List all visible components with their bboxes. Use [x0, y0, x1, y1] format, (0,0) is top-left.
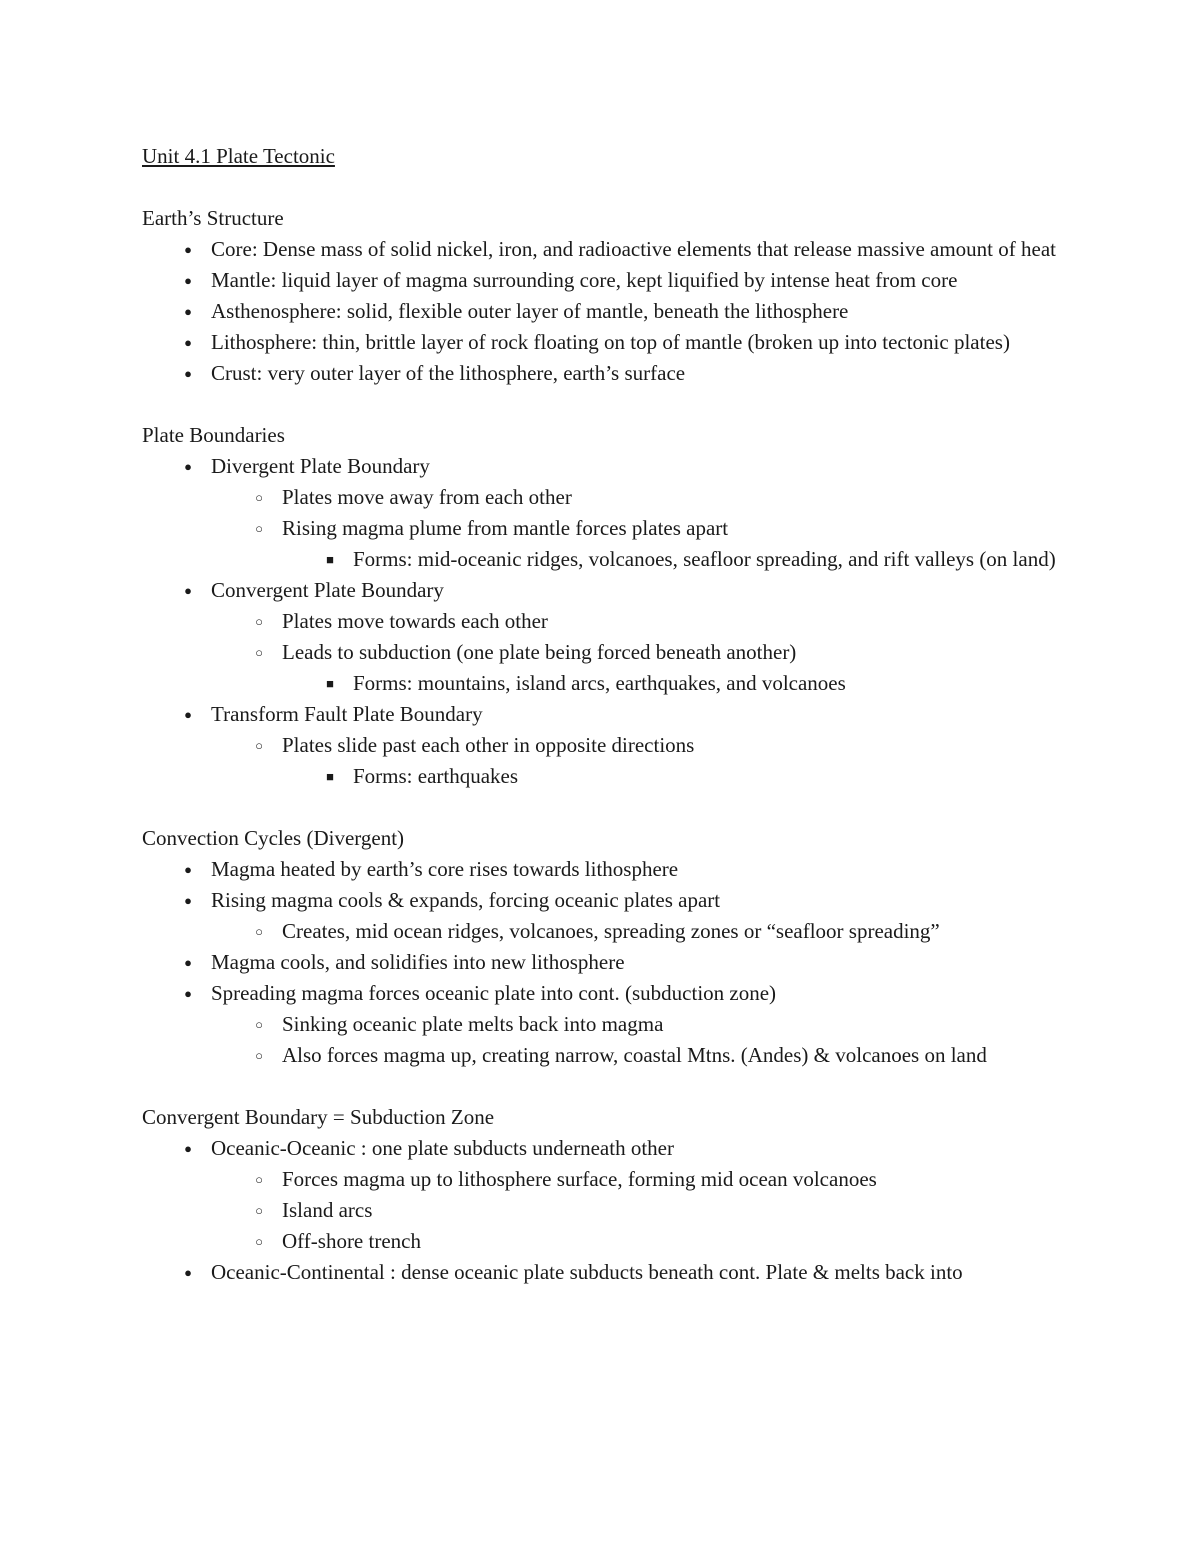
bullet-square-icon: ■ [326, 552, 334, 567]
list-item: ● Rising magma cools & expands, forcing oceanic plates apart [211, 885, 1062, 916]
bullet-circle-icon: ○ [255, 614, 263, 629]
bullet-disc-icon: ● [184, 335, 192, 350]
list-item: ■ Forms: mountains, island arcs, earthquakes, and volcanoes [353, 668, 1062, 699]
section-heading-plate-boundaries: Plate Boundaries [142, 423, 285, 447]
bullet-disc-icon: ● [184, 862, 192, 877]
list-item: ● Magma cools, and solidifies into new lithosphere [211, 947, 1062, 978]
list-item: ● Magma heated by earth’s core rises towards lithosphere [211, 854, 1062, 885]
bullet-circle-icon: ○ [255, 521, 263, 536]
bullet-disc-icon: ● [184, 1265, 192, 1280]
list-item: ○ Rising magma plume from mantle forces plates apart [282, 513, 1062, 544]
section-heading-convection-cycles: Convection Cycles (Divergent) [142, 826, 405, 850]
list-item: ● Oceanic-Continental : dense oceanic plate subducts beneath cont. Plate & melts back into [211, 1257, 1062, 1288]
list-item: ○ Creates, mid ocean ridges, volcanoes, spreading zones or “seafloor spreading” [282, 916, 1062, 947]
list-item: ● Core: Dense mass of solid nickel, iron, and radioactive elements that release massive amount of heat [211, 234, 1062, 265]
bullet-circle-icon: ○ [255, 924, 263, 939]
bullet-disc-icon: ● [184, 583, 192, 598]
document-page [142, 141, 1062, 1288]
bullet-disc-icon: ● [184, 1141, 192, 1156]
bullet-circle-icon: ○ [255, 490, 263, 505]
list-item: ■ Forms: earthquakes [353, 761, 1062, 792]
bullet-disc-icon: ● [184, 707, 192, 722]
section-heading-earths-structure: Earth’s Structure [142, 206, 284, 230]
bullet-disc-icon: ● [184, 459, 192, 474]
page-title: Unit 4.1 Plate Tectonic [142, 144, 335, 168]
list-item: ○ Also forces magma up, creating narrow, coastal Mtns. (Andes) & volcanoes on land [282, 1040, 1062, 1071]
list-item: ● Spreading magma forces oceanic plate into cont. (subduction zone) [211, 978, 1062, 1009]
list-item: ■ Forms: mid-oceanic ridges, volcanoes, seafloor spreading, and rift valleys (on land) [353, 544, 1062, 575]
list-item: ○ Plates move away from each other [282, 482, 1062, 513]
bullet-disc-icon: ● [184, 304, 192, 319]
list-item: ○ Off-shore trench [282, 1226, 1062, 1257]
list-item: ○ Sinking oceanic plate melts back into magma [282, 1009, 1062, 1040]
bullet-circle-icon: ○ [255, 645, 263, 660]
list-item: ○ Forces magma up to lithosphere surface, forming mid ocean volcanoes [282, 1164, 1062, 1195]
list-item: ● Asthenosphere: solid, flexible outer layer of mantle, beneath the lithosphere [211, 296, 1062, 327]
list-item: ○ Island arcs [282, 1195, 1062, 1226]
bullet-circle-icon: ○ [255, 1203, 263, 1218]
bullet-disc-icon: ● [184, 955, 192, 970]
list-item: ● Crust: very outer layer of the lithosphere, earth’s surface [211, 358, 1062, 389]
list-item: ● Transform Fault Plate Boundary [211, 699, 1062, 730]
list-item: ● Divergent Plate Boundary [211, 451, 1062, 482]
section-heading-subduction-zone: Convergent Boundary = Subduction Zone [142, 1105, 495, 1129]
bullet-square-icon: ■ [326, 769, 334, 784]
bullet-disc-icon: ● [184, 893, 192, 908]
list-item: ● Convergent Plate Boundary [211, 575, 1062, 606]
list-item: ○ Plates slide past each other in opposite directions [282, 730, 1062, 761]
list-item: ● Oceanic-Oceanic : one plate subducts underneath other [211, 1133, 1062, 1164]
bullet-circle-icon: ○ [255, 1172, 263, 1187]
bullet-circle-icon: ○ [255, 1048, 263, 1063]
list-item: ○ Leads to subduction (one plate being forced beneath another) [282, 637, 1062, 668]
bullet-disc-icon: ● [184, 273, 192, 288]
bullet-square-icon: ■ [326, 676, 334, 691]
bullet-disc-icon: ● [184, 366, 192, 381]
bullet-circle-icon: ○ [255, 1234, 263, 1249]
list-item: ○ Plates move towards each other [282, 606, 1062, 637]
list-item: ● Lithosphere: thin, brittle layer of rock floating on top of mantle (broken up into tectonic plates) [211, 327, 1062, 358]
bullet-circle-icon: ○ [255, 1017, 263, 1032]
bullet-disc-icon: ● [184, 242, 192, 257]
list-item: ● Mantle: liquid layer of magma surrounding core, kept liquified by intense heat from core [211, 265, 1062, 296]
bullet-circle-icon: ○ [255, 738, 263, 753]
bullet-disc-icon: ● [184, 986, 192, 1001]
